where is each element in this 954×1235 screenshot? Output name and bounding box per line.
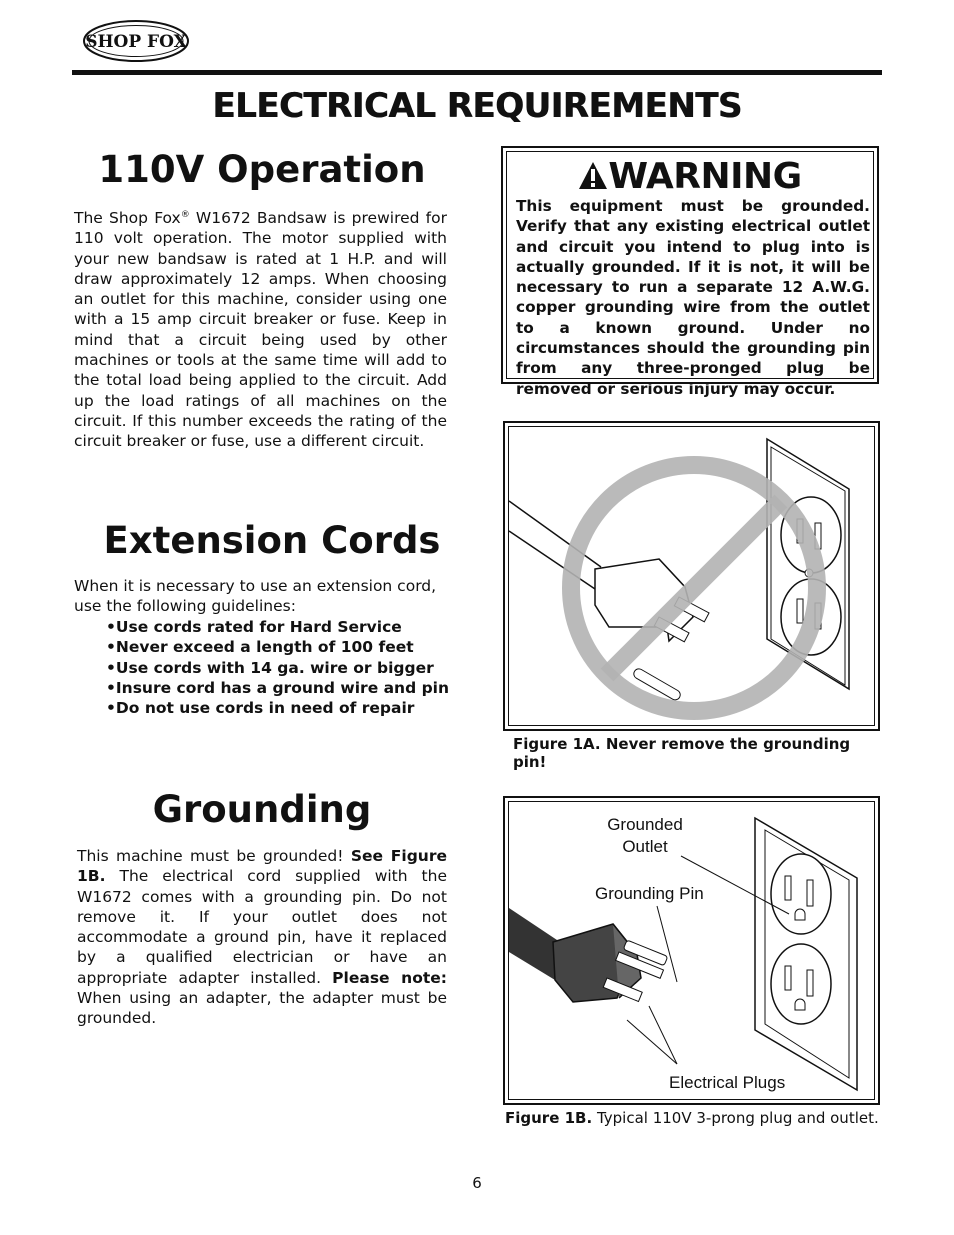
figure-1a bbox=[503, 421, 880, 731]
label-electrical-plugs: Electrical Plugs bbox=[669, 1073, 786, 1092]
please-note-label: Please note: bbox=[332, 968, 447, 987]
grounding-paragraph bbox=[77, 846, 447, 1029]
figure-1b-caption-label: Figure 1B. bbox=[505, 1109, 593, 1127]
label-outlet: Outlet bbox=[622, 837, 668, 856]
list-item: •Do not use cords in need of repair bbox=[106, 699, 415, 718]
grounding-text: The electrical cord supplied with the W1672 comes with a grounding pin. Do not remove it. If your outlet does not accommodate a ground pin, have it replaced by a qualified electrician or have an appropriate adapter installed. bbox=[77, 867, 447, 987]
label-grounding-pin: Grounding Pin bbox=[595, 884, 704, 903]
label-grounded: Grounded bbox=[607, 815, 683, 834]
figure-1b-caption-text: Typical 110V 3-prong plug and outlet. bbox=[592, 1109, 879, 1127]
warning-box bbox=[501, 146, 879, 398]
warning-header bbox=[507, 156, 873, 197]
list-item: •Use cords with 14 ga. wire or bigger bbox=[106, 658, 434, 677]
header-rule bbox=[72, 70, 882, 75]
figure-1a-caption: Figure 1A. Never remove the grounding pin! bbox=[513, 735, 851, 771]
warning-text: This equipment must be grounded. Verify that any existing electrical outlet and circuit you intend to plug into is actually grounded. If it is not, it will be necessary to run a separate 12 A.W.G. copper grounding wire from the outlet to a known ground. Under no circumstances should the grounding pin from any three-pronged plug be removed or serious injury may occur. bbox=[516, 197, 870, 398]
figure-1b-reference: See Figure 1B. bbox=[77, 847, 447, 886]
section-title-grounding: Grounding bbox=[152, 788, 372, 831]
page-title: ELECTRICAL REQUIREMENTS bbox=[212, 86, 742, 126]
list-item: •Never exceed a length of 100 feet bbox=[106, 638, 414, 657]
list-item: •Use cords rated for Hard Service bbox=[106, 618, 402, 636]
warning-title: WARNING bbox=[608, 156, 802, 197]
operation-text-rest: W1672 Bandsaw is prewired for 110 volt operation. The motor supplied with your new bandsaw is rated at 1 H.P. and will draw approximately 12 amps. When choosing an outlet for this machine, consider using one with a 15 amp circuit breaker or fuse. Keep in mind that a circuit being used by other machines or tools at the same time will add to the total load being applied to the circuit. Add up the load ratings of all machines on the circuit. If this number exceeds the rating of the circuit breaker or fuse, use a different circuit. bbox=[74, 209, 447, 451]
operation-paragraph bbox=[74, 208, 447, 452]
warning-triangle-icon bbox=[578, 161, 608, 191]
grounding-text: When using an adapter, the adapter must be grounded. bbox=[77, 989, 447, 1028]
section-title-110v: 110V Operation bbox=[98, 148, 426, 191]
extension-intro: When it is necessary to use an extension cord, use the following guidelines: bbox=[74, 577, 437, 616]
logo-text: SHOP FOX bbox=[85, 32, 187, 52]
figure-1b-caption bbox=[505, 1109, 885, 1127]
figure-1b bbox=[503, 796, 880, 1105]
operation-text-start: The Shop Fox bbox=[74, 209, 181, 227]
extension-guidelines-list bbox=[106, 617, 466, 718]
list-item: •Insure cord has a ground wire and pin bbox=[106, 678, 450, 697]
registered-mark: ® bbox=[180, 210, 190, 220]
grounding-pin-removed-illustration bbox=[509, 427, 875, 726]
section-title-extension-cords: Extension Cords bbox=[103, 519, 441, 562]
shop-fox-logo bbox=[82, 18, 190, 64]
grounding-text: This machine must be grounded! bbox=[77, 847, 351, 865]
plug-and-outlet-illustration bbox=[509, 802, 875, 1100]
page-number: 6 bbox=[472, 1174, 482, 1192]
